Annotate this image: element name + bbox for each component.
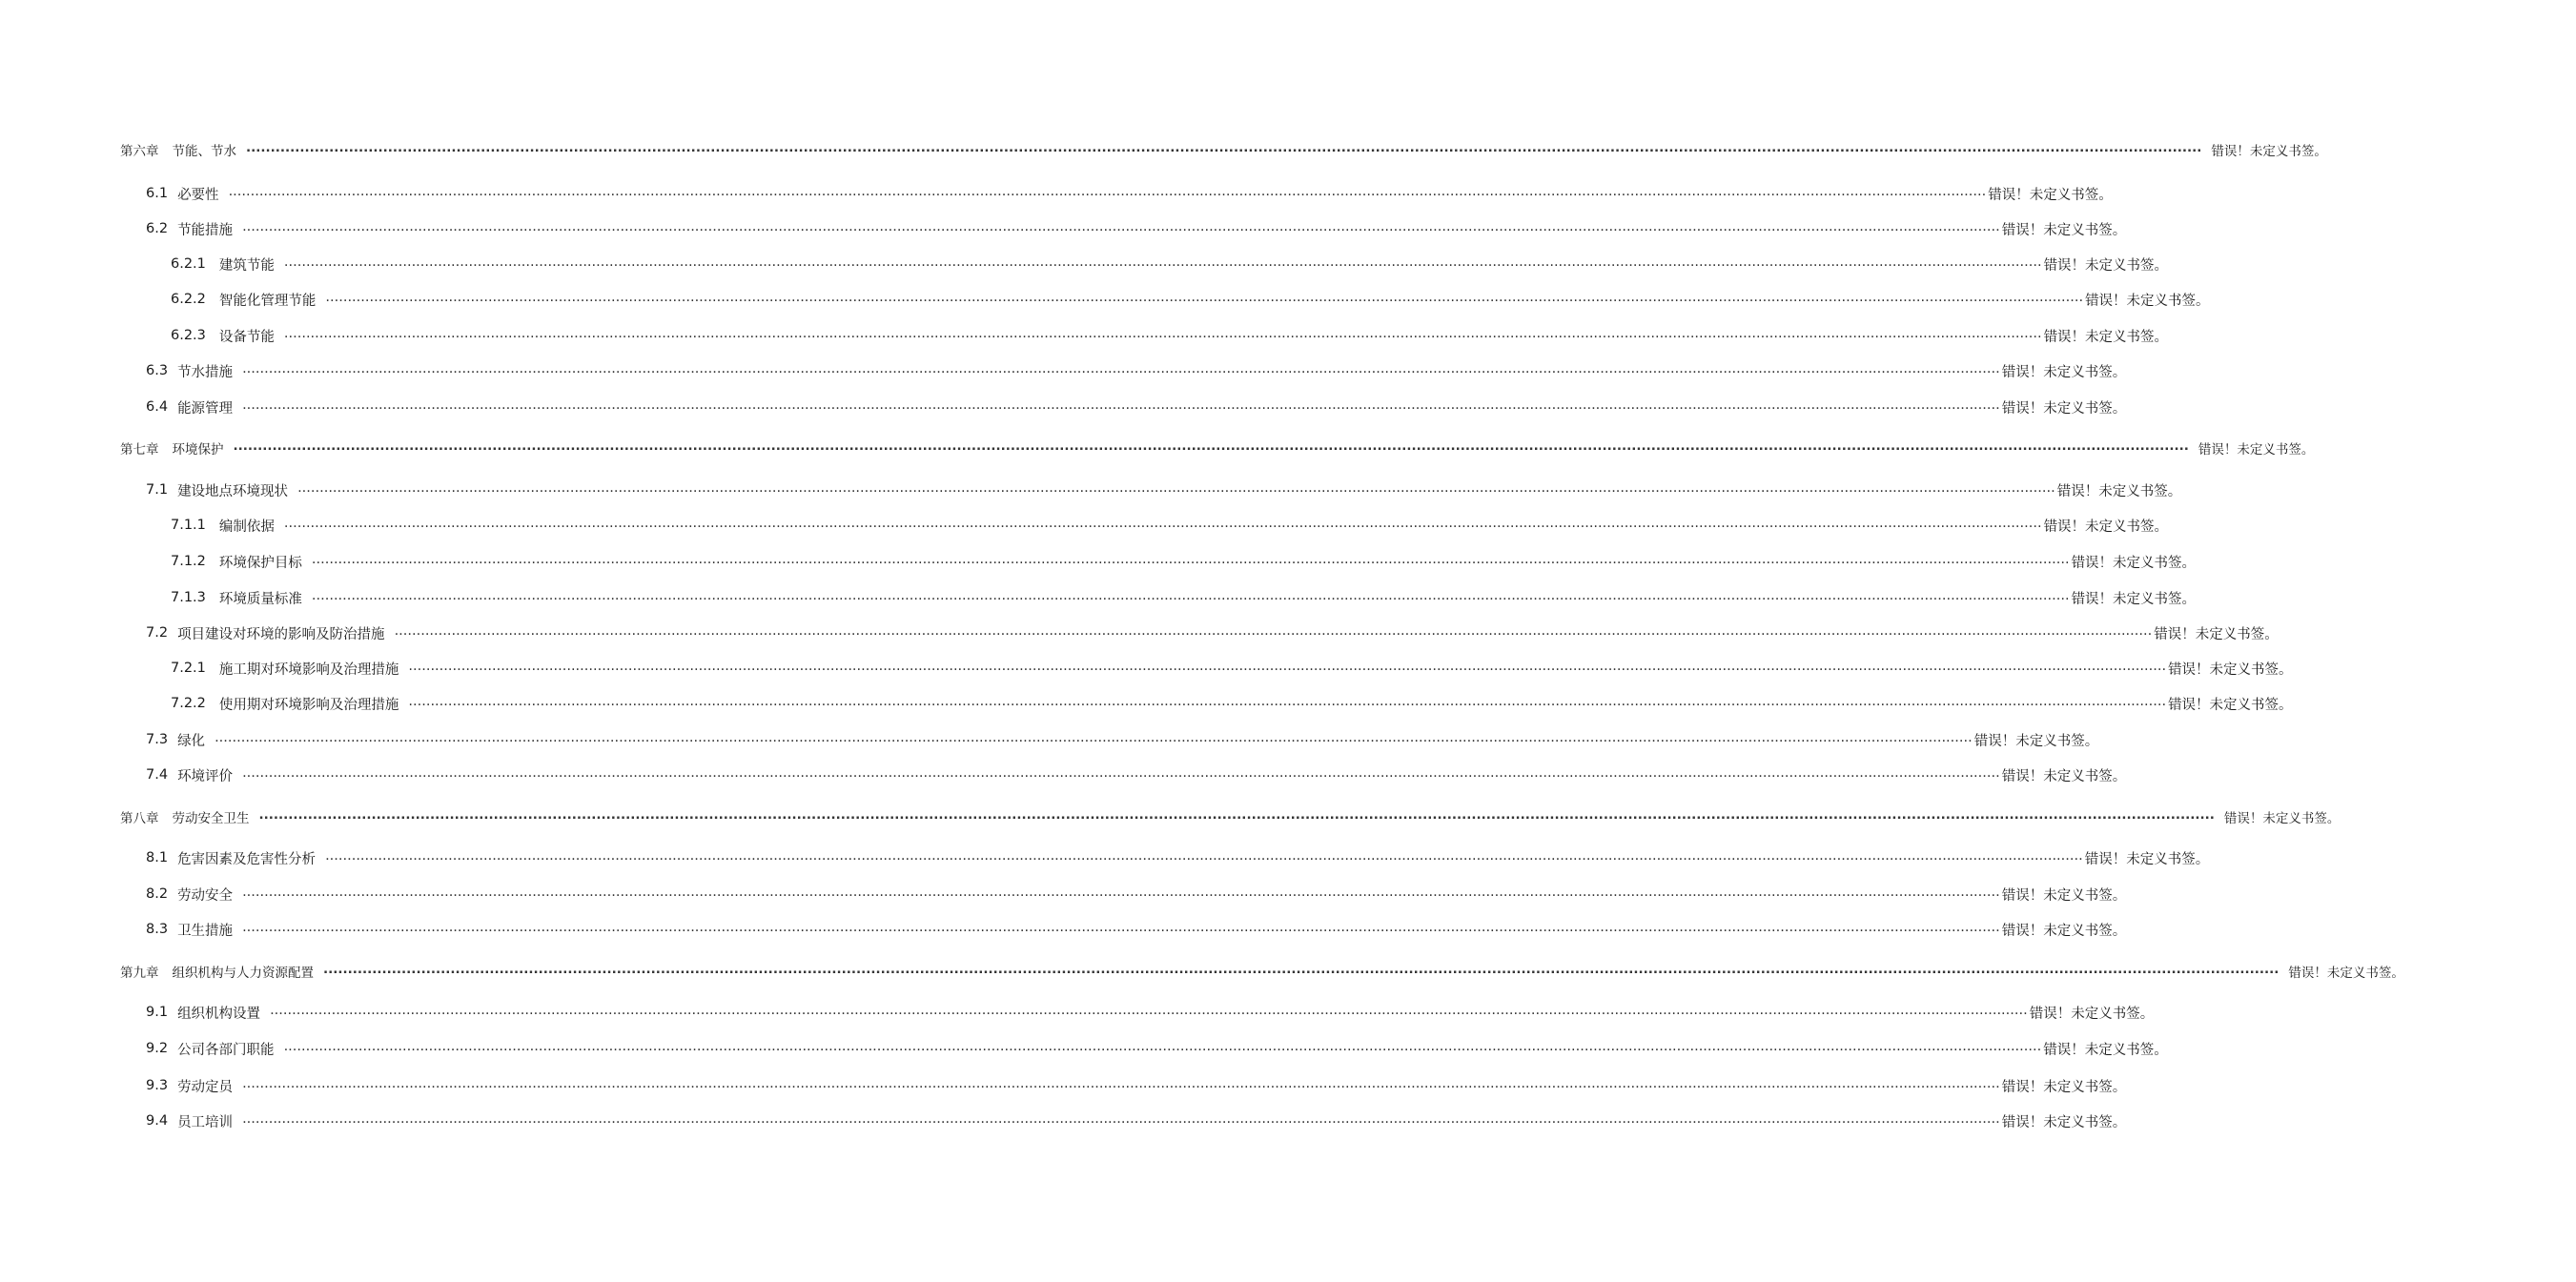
dot-leader: ................................................................................................................................................................................................................................................................................................................................................................................................................ bbox=[297, 480, 2055, 496]
toc-entry-page-ref: 错误！未定义书签。 bbox=[2001, 1079, 2127, 1095]
toc-entry[interactable] bbox=[0, 805, 2341, 828]
toc-entry-title: 公司各部门职能 bbox=[177, 1042, 275, 1058]
dot-leader: ................................................................................................................................................................................................................................................................................................................................................................................................................ bbox=[325, 848, 2083, 864]
toc-entry-page-ref: 错误！未定义书签。 bbox=[2085, 293, 2210, 309]
toc-entry[interactable] bbox=[0, 621, 2279, 644]
toc-entry-number: 7.1 bbox=[146, 482, 169, 498]
toc-entry[interactable] bbox=[0, 960, 2404, 983]
toc-entry-page-ref: 错误！未定义书签。 bbox=[2168, 697, 2293, 713]
toc-entry-page-ref: 错误！未定义书签。 bbox=[1988, 187, 2113, 203]
toc-entry-number: 8.3 bbox=[146, 922, 169, 937]
dot-leader: ................................................................................................................................................................................................................................................................................................................................................................................................................ bbox=[242, 361, 2000, 376]
toc-entry[interactable] bbox=[0, 1037, 2168, 1060]
toc-entry-title: 设备节能 bbox=[218, 329, 275, 345]
toc-entry-page-ref: 错误！未定义书签。 bbox=[2288, 966, 2404, 981]
toc-entry[interactable] bbox=[0, 692, 2293, 715]
toc-entry-title: 建设地点环境现状 bbox=[177, 483, 289, 499]
toc-entry-number: 6.4 bbox=[146, 399, 169, 415]
toc-entry-number: 7.2.1 bbox=[171, 661, 206, 676]
toc-entry[interactable] bbox=[0, 657, 2293, 680]
toc-entry-title: 施工期对环境影响及治理措施 bbox=[218, 661, 399, 678]
toc-entry-title: 节能、节水 bbox=[172, 144, 236, 159]
toc-entry-title: 建筑节能 bbox=[218, 257, 275, 274]
dot-leader: ................................................................................................................................................................................................................................................................................................................................................................................................................ bbox=[408, 659, 2167, 674]
toc-entry-page-ref: 错误！未定义书签。 bbox=[2043, 329, 2169, 345]
toc-entry-page-ref: 错误！未定义书签。 bbox=[2001, 768, 2127, 784]
toc-entry-page-ref: 错误！未定义书签。 bbox=[2084, 851, 2210, 867]
toc-entry[interactable] bbox=[0, 396, 2127, 418]
toc-entry-number: 第七章 bbox=[120, 442, 159, 458]
toc-entry-title: 卫生措施 bbox=[177, 923, 234, 939]
toc-entry[interactable] bbox=[0, 763, 2127, 786]
dot-leader: ................................................................................................................................................................................................................................................................................................................................................................................................................ bbox=[325, 290, 2084, 305]
toc-entry-title: 员工培训 bbox=[177, 1114, 234, 1130]
toc-entry-page-ref: 错误！未定义书签。 bbox=[2056, 483, 2182, 499]
toc-entry-title: 使用期对环境影响及治理措施 bbox=[218, 697, 399, 713]
toc-entry[interactable] bbox=[0, 217, 2127, 240]
toc-entry-title: 项目建设对环境的影响及防治措施 bbox=[177, 626, 385, 642]
dot-leader: ................................................................................................................................................................................................................................................................................................................................................................................................................ bbox=[242, 1111, 2000, 1127]
toc-entry[interactable] bbox=[0, 138, 2327, 161]
toc-entry-number: 8.1 bbox=[146, 850, 169, 865]
toc-entry-page-ref: 错误！未定义书签。 bbox=[2043, 519, 2169, 535]
toc-entry-page-ref: 错误！未定义书签。 bbox=[2071, 591, 2197, 607]
toc-entry-number: 6.2 bbox=[146, 221, 169, 236]
dot-leader: ................................................................................................................................................................................................................................................................................................................................................................................................................ bbox=[270, 1003, 2028, 1018]
toc-entry[interactable] bbox=[0, 1001, 2155, 1024]
toc-entry-title: 环境质量标准 bbox=[218, 591, 302, 607]
toc-entry-page-ref: 错误！未定义书签。 bbox=[2043, 1042, 2168, 1058]
dot-leader: ................................................................................................................................................................................................................................................................................................................................................................................................................ bbox=[246, 140, 2202, 155]
toc-entry-page-ref: 错误！未定义书签。 bbox=[2001, 222, 2127, 238]
dot-leader: ................................................................................................................................................................................................................................................................................................................................................................................................................ bbox=[283, 254, 2042, 270]
toc-entry-page-ref: 错误！未定义书签。 bbox=[2168, 661, 2293, 678]
toc-entry-number: 6.3 bbox=[146, 363, 169, 378]
dot-leader: ................................................................................................................................................................................................................................................................................................................................................................................................................ bbox=[242, 1076, 2000, 1091]
toc-entry-number: 8.2 bbox=[146, 886, 169, 902]
dot-leader: ................................................................................................................................................................................................................................................................................................................................................................................................................ bbox=[233, 438, 2189, 454]
toc-entry[interactable] bbox=[0, 550, 2197, 573]
dot-leader: ................................................................................................................................................................................................................................................................................................................................................................................................................ bbox=[242, 219, 2000, 234]
toc-entry-number: 7.1.3 bbox=[171, 590, 206, 605]
toc-entry-page-ref: 错误！未定义书签。 bbox=[2001, 400, 2127, 417]
dot-leader: ................................................................................................................................................................................................................................................................................................................................................................................................................ bbox=[258, 807, 2215, 823]
toc-entry[interactable] bbox=[0, 288, 2210, 311]
toc-entry-number: 第八章 bbox=[120, 811, 159, 826]
toc-entry-number: 9.3 bbox=[146, 1078, 169, 1093]
dot-leader: ................................................................................................................................................................................................................................................................................................................................................................................................................ bbox=[242, 765, 2000, 781]
toc-entry[interactable] bbox=[0, 359, 2127, 382]
toc-entry[interactable] bbox=[0, 883, 2127, 906]
toc-entry[interactable] bbox=[0, 1074, 2127, 1097]
toc-entry-page-ref: 错误！未定义书签。 bbox=[2211, 144, 2327, 159]
toc-entry-title: 劳动定员 bbox=[177, 1079, 234, 1095]
toc-entry-page-ref: 错误！未定义书签。 bbox=[2154, 626, 2279, 642]
toc-entry[interactable] bbox=[0, 514, 2169, 537]
toc-entry-number: 第九章 bbox=[120, 966, 159, 981]
toc-entry-number: 7.3 bbox=[146, 732, 169, 747]
toc-entry-number: 9.2 bbox=[146, 1041, 169, 1056]
dot-leader: ................................................................................................................................................................................................................................................................................................................................................................................................................ bbox=[311, 588, 2070, 603]
toc-entry-title: 智能化管理节能 bbox=[218, 293, 317, 309]
toc-entry-page-ref: 错误！未定义书签。 bbox=[2001, 364, 2127, 380]
toc-entry-number: 第六章 bbox=[120, 144, 159, 159]
toc-entry-page-ref: 错误！未定义书签。 bbox=[2001, 887, 2127, 904]
toc-entry-title: 环境评价 bbox=[177, 768, 234, 784]
toc-entry-number: 7.2 bbox=[146, 625, 169, 641]
toc-entry-page-ref: 错误！未定义书签。 bbox=[2198, 442, 2315, 458]
toc-entry[interactable] bbox=[0, 1109, 2127, 1132]
toc-entry-title: 危害因素及危害性分析 bbox=[177, 851, 317, 867]
dot-leader: ................................................................................................................................................................................................................................................................................................................................................................................................................ bbox=[242, 920, 2000, 935]
toc-entry[interactable] bbox=[0, 437, 2315, 459]
toc-entry-page-ref: 错误！未定义书签。 bbox=[2071, 555, 2197, 571]
dot-leader: ................................................................................................................................................................................................................................................................................................................................................................................................................ bbox=[283, 516, 2042, 531]
toc-entry-number: 7.1.2 bbox=[171, 554, 206, 569]
toc-entry[interactable] bbox=[0, 478, 2182, 501]
dot-leader: ................................................................................................................................................................................................................................................................................................................................................................................................................ bbox=[283, 1039, 2042, 1054]
toc-entry-number: 9.4 bbox=[146, 1113, 169, 1129]
toc-entry-title: 绿化 bbox=[177, 733, 206, 749]
toc-entry-number: 7.1.1 bbox=[171, 518, 206, 533]
toc-entry[interactable] bbox=[0, 324, 2169, 347]
toc-entry-page-ref: 错误！未定义书签。 bbox=[2223, 811, 2341, 826]
toc-entry-title: 能源管理 bbox=[177, 400, 234, 417]
toc-entry-title: 环境保护 bbox=[172, 442, 224, 458]
toc-entry-title: 必要性 bbox=[177, 187, 219, 203]
toc-entry-title: 劳动安全卫生 bbox=[172, 811, 250, 826]
toc-entry[interactable] bbox=[0, 918, 2127, 941]
dot-leader: ................................................................................................................................................................................................................................................................................................................................................................................................................ bbox=[242, 397, 2000, 413]
toc-entry[interactable] bbox=[0, 182, 2113, 205]
toc-entry-page-ref: 错误！未定义书签。 bbox=[2029, 1006, 2155, 1022]
dot-leader: ................................................................................................................................................................................................................................................................................................................................................................................................................ bbox=[408, 694, 2167, 709]
toc-entry-number: 6.2.3 bbox=[171, 328, 206, 343]
toc-entry-title: 节水措施 bbox=[177, 364, 234, 380]
toc-entry-page-ref: 错误！未定义书签。 bbox=[2001, 1114, 2127, 1130]
toc-entry-page-ref: 错误！未定义书签。 bbox=[1973, 733, 2099, 749]
toc-entry-title: 组织机构设置 bbox=[177, 1006, 261, 1022]
toc-entry-title: 劳动安全 bbox=[177, 887, 234, 904]
toc-entry-number: 6.1 bbox=[146, 186, 169, 201]
dot-leader: ................................................................................................................................................................................................................................................................................................................................................................................................................ bbox=[215, 730, 1973, 745]
toc-entry-number: 6.2.2 bbox=[171, 292, 206, 307]
dot-leader: ................................................................................................................................................................................................................................................................................................................................................................................................................ bbox=[283, 326, 2042, 341]
dot-leader: ................................................................................................................................................................................................................................................................................................................................................................................................................ bbox=[394, 623, 2153, 639]
toc-entry-page-ref: 错误！未定义书签。 bbox=[2001, 923, 2127, 939]
toc-entry-number: 7.4 bbox=[146, 767, 169, 783]
toc-entry-title: 编制依据 bbox=[218, 519, 275, 535]
toc-entry-page-ref: 错误！未定义书签。 bbox=[2043, 257, 2169, 274]
dot-leader: ................................................................................................................................................................................................................................................................................................................................................................................................................ bbox=[311, 552, 2070, 567]
toc-entry-title: 节能措施 bbox=[177, 222, 234, 238]
toc-entry[interactable] bbox=[0, 728, 2099, 751]
toc-entry-number: 7.2.2 bbox=[171, 696, 206, 711]
toc-entry-number: 9.1 bbox=[146, 1005, 169, 1020]
toc-entry-title: 环境保护目标 bbox=[218, 555, 302, 571]
toc-entry[interactable] bbox=[0, 253, 2169, 275]
dot-leader: ................................................................................................................................................................................................................................................................................................................................................................................................................ bbox=[323, 962, 2280, 977]
toc-entry[interactable] bbox=[0, 846, 2210, 869]
toc-entry-title: 组织机构与人力资源配置 bbox=[172, 966, 314, 981]
toc-entry[interactable] bbox=[0, 586, 2197, 609]
dot-leader: ................................................................................................................................................................................................................................................................................................................................................................................................................ bbox=[228, 184, 1987, 199]
toc-entry-number: 6.2.1 bbox=[171, 256, 206, 272]
dot-leader: ................................................................................................................................................................................................................................................................................................................................................................................................................ bbox=[242, 885, 2000, 900]
